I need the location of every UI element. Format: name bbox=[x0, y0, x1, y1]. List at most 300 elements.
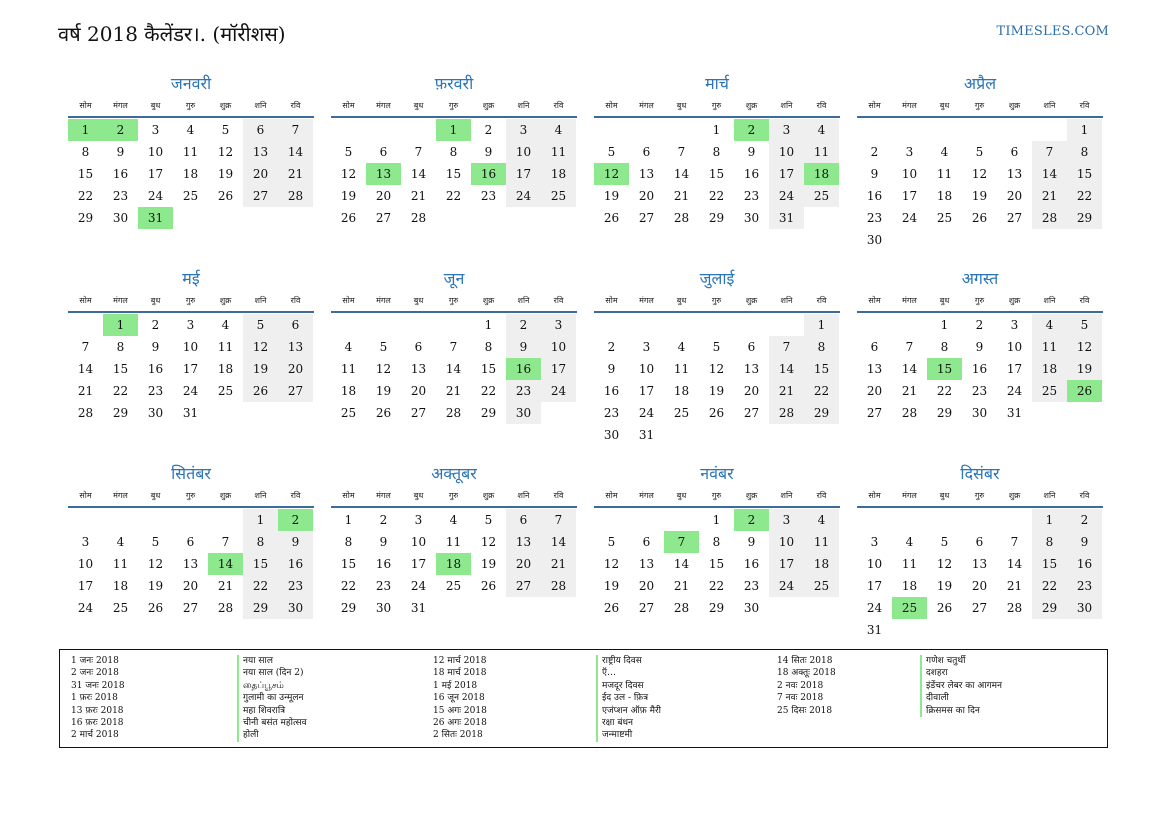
day-cell[interactable]: 9 bbox=[607, 362, 616, 376]
day-cell[interactable]: 10 bbox=[506, 141, 541, 163]
day-cell[interactable]: 27 bbox=[743, 406, 760, 420]
day-cell[interactable]: 6 bbox=[870, 340, 879, 354]
day-cell[interactable]: 9 bbox=[379, 535, 388, 549]
day-cell[interactable]: 16 bbox=[1067, 553, 1102, 575]
holiday-day-cell[interactable]: 2 bbox=[734, 509, 769, 531]
holiday-day-cell[interactable]: 7 bbox=[664, 531, 699, 553]
day-cell[interactable]: 18 bbox=[1032, 358, 1067, 380]
day-cell[interactable]: 23 bbox=[506, 380, 541, 402]
day-cell[interactable]: 23 bbox=[743, 189, 760, 203]
day-cell[interactable]: 20 bbox=[506, 553, 541, 575]
day-cell[interactable]: 7 bbox=[221, 535, 230, 549]
day-cell[interactable]: 22 bbox=[804, 380, 839, 402]
day-cell[interactable]: 29 bbox=[1032, 597, 1067, 619]
day-cell[interactable]: 1 bbox=[940, 318, 949, 332]
day-cell[interactable]: 20 bbox=[866, 384, 883, 398]
day-cell[interactable]: 22 bbox=[1032, 575, 1067, 597]
day-cell[interactable]: 14 bbox=[278, 141, 313, 163]
day-cell[interactable]: 12 bbox=[217, 145, 234, 159]
day-cell[interactable]: 1 bbox=[712, 123, 721, 137]
day-cell[interactable]: 16 bbox=[603, 384, 620, 398]
day-cell[interactable]: 13 bbox=[278, 336, 313, 358]
day-cell[interactable]: 4 bbox=[1032, 314, 1067, 336]
day-cell[interactable]: 20 bbox=[971, 579, 988, 593]
day-cell[interactable]: 17 bbox=[769, 553, 804, 575]
day-cell[interactable]: 26 bbox=[243, 380, 278, 402]
day-cell[interactable]: 1 bbox=[484, 318, 493, 332]
day-cell[interactable]: 17 bbox=[182, 362, 199, 376]
day-cell[interactable]: 3 bbox=[769, 119, 804, 141]
day-cell[interactable]: 11 bbox=[936, 167, 953, 181]
day-cell[interactable]: 4 bbox=[677, 340, 686, 354]
day-cell[interactable]: 4 bbox=[186, 123, 195, 137]
day-cell[interactable]: 30 bbox=[971, 406, 988, 420]
holiday-day-cell[interactable]: 26 bbox=[1067, 380, 1102, 402]
day-cell[interactable]: 8 bbox=[484, 340, 493, 354]
day-cell[interactable]: 15 bbox=[445, 167, 462, 181]
holiday-day-cell[interactable]: 18 bbox=[804, 163, 839, 185]
day-cell[interactable]: 16 bbox=[112, 167, 129, 181]
holiday-day-cell[interactable]: 18 bbox=[436, 553, 471, 575]
day-cell[interactable]: 23 bbox=[147, 384, 164, 398]
day-cell[interactable]: 31 bbox=[182, 406, 199, 420]
day-cell[interactable]: 20 bbox=[1006, 189, 1023, 203]
day-cell[interactable]: 7 bbox=[1032, 141, 1067, 163]
day-cell[interactable]: 24 bbox=[901, 211, 918, 225]
day-cell[interactable]: 22 bbox=[1067, 185, 1102, 207]
holiday-day-cell[interactable]: 1 bbox=[436, 119, 471, 141]
day-cell[interactable]: 4 bbox=[541, 119, 576, 141]
day-cell[interactable]: 11 bbox=[804, 531, 839, 553]
day-cell[interactable]: 26 bbox=[340, 211, 357, 225]
day-cell[interactable]: 4 bbox=[449, 513, 458, 527]
day-cell[interactable]: 3 bbox=[151, 123, 160, 137]
day-cell[interactable]: 21 bbox=[278, 163, 313, 185]
day-cell[interactable]: 10 bbox=[410, 535, 427, 549]
day-cell[interactable]: 11 bbox=[445, 535, 462, 549]
day-cell[interactable]: 19 bbox=[971, 189, 988, 203]
day-cell[interactable]: 21 bbox=[217, 579, 234, 593]
day-cell[interactable]: 3 bbox=[414, 513, 423, 527]
day-cell[interactable]: 2 bbox=[607, 340, 616, 354]
day-cell[interactable]: 5 bbox=[1067, 314, 1102, 336]
day-cell[interactable]: 14 bbox=[1032, 163, 1067, 185]
day-cell[interactable]: 18 bbox=[340, 384, 357, 398]
day-cell[interactable]: 20 bbox=[243, 163, 278, 185]
day-cell[interactable]: 22 bbox=[936, 384, 953, 398]
day-cell[interactable]: 14 bbox=[1006, 557, 1023, 571]
day-cell[interactable]: 26 bbox=[936, 601, 953, 615]
day-cell[interactable]: 13 bbox=[638, 167, 655, 181]
day-cell[interactable]: 27 bbox=[638, 601, 655, 615]
day-cell[interactable]: 20 bbox=[743, 384, 760, 398]
day-cell[interactable]: 8 bbox=[712, 145, 721, 159]
day-cell[interactable]: 30 bbox=[866, 233, 883, 247]
day-cell[interactable]: 22 bbox=[480, 384, 497, 398]
day-cell[interactable]: 21 bbox=[901, 384, 918, 398]
day-cell[interactable]: 6 bbox=[186, 535, 195, 549]
holiday-day-cell[interactable]: 2 bbox=[278, 509, 313, 531]
day-cell[interactable]: 25 bbox=[804, 575, 839, 597]
holiday-day-cell[interactable]: 13 bbox=[366, 163, 401, 185]
day-cell[interactable]: 16 bbox=[971, 362, 988, 376]
day-cell[interactable]: 9 bbox=[747, 145, 756, 159]
day-cell[interactable]: 6 bbox=[642, 145, 651, 159]
day-cell[interactable]: 7 bbox=[769, 336, 804, 358]
day-cell[interactable]: 14 bbox=[445, 362, 462, 376]
day-cell[interactable]: 3 bbox=[1010, 318, 1019, 332]
day-cell[interactable]: 27 bbox=[278, 380, 313, 402]
day-cell[interactable]: 26 bbox=[147, 601, 164, 615]
day-cell[interactable]: 5 bbox=[607, 145, 616, 159]
day-cell[interactable]: 1 bbox=[804, 314, 839, 336]
day-cell[interactable]: 1 bbox=[243, 509, 278, 531]
holiday-day-cell[interactable]: 2 bbox=[734, 119, 769, 141]
day-cell[interactable]: 24 bbox=[1006, 384, 1023, 398]
day-cell[interactable]: 17 bbox=[901, 189, 918, 203]
day-cell[interactable]: 25 bbox=[673, 406, 690, 420]
day-cell[interactable]: 30 bbox=[375, 601, 392, 615]
day-cell[interactable]: 14 bbox=[673, 167, 690, 181]
day-cell[interactable]: 16 bbox=[278, 553, 313, 575]
holiday-day-cell[interactable]: 2 bbox=[103, 119, 138, 141]
day-cell[interactable]: 13 bbox=[1006, 167, 1023, 181]
day-cell[interactable]: 31 bbox=[638, 428, 655, 442]
day-cell[interactable]: 7 bbox=[541, 509, 576, 531]
day-cell[interactable]: 27 bbox=[243, 185, 278, 207]
day-cell[interactable]: 25 bbox=[936, 211, 953, 225]
day-cell[interactable]: 6 bbox=[975, 535, 984, 549]
day-cell[interactable]: 19 bbox=[936, 579, 953, 593]
day-cell[interactable]: 29 bbox=[708, 601, 725, 615]
day-cell[interactable]: 11 bbox=[112, 557, 129, 571]
day-cell[interactable]: 25 bbox=[182, 189, 199, 203]
day-cell[interactable]: 14 bbox=[541, 531, 576, 553]
day-cell[interactable]: 20 bbox=[278, 358, 313, 380]
day-cell[interactable]: 13 bbox=[506, 531, 541, 553]
day-cell[interactable]: 18 bbox=[673, 384, 690, 398]
day-cell[interactable]: 25 bbox=[1032, 380, 1067, 402]
day-cell[interactable]: 28 bbox=[901, 406, 918, 420]
day-cell[interactable]: 28 bbox=[217, 601, 234, 615]
day-cell[interactable]: 23 bbox=[603, 406, 620, 420]
day-cell[interactable]: 23 bbox=[278, 575, 313, 597]
day-cell[interactable]: 30 bbox=[743, 601, 760, 615]
day-cell[interactable]: 5 bbox=[975, 145, 984, 159]
day-cell[interactable]: 7 bbox=[1010, 535, 1019, 549]
day-cell[interactable]: 29 bbox=[1067, 207, 1102, 229]
day-cell[interactable]: 22 bbox=[77, 189, 94, 203]
day-cell[interactable]: 20 bbox=[638, 579, 655, 593]
day-cell[interactable]: 8 bbox=[1067, 141, 1102, 163]
day-cell[interactable]: 22 bbox=[112, 384, 129, 398]
day-cell[interactable]: 3 bbox=[81, 535, 90, 549]
day-cell[interactable]: 8 bbox=[712, 535, 721, 549]
day-cell[interactable]: 5 bbox=[940, 535, 949, 549]
day-cell[interactable]: 21 bbox=[673, 579, 690, 593]
day-cell[interactable]: 12 bbox=[1067, 336, 1102, 358]
day-cell[interactable]: 4 bbox=[905, 535, 914, 549]
day-cell[interactable]: 30 bbox=[278, 597, 313, 619]
day-cell[interactable]: 21 bbox=[410, 189, 427, 203]
day-cell[interactable]: 8 bbox=[1032, 531, 1067, 553]
day-cell[interactable]: 28 bbox=[410, 211, 427, 225]
day-cell[interactable]: 29 bbox=[243, 597, 278, 619]
day-cell[interactable]: 28 bbox=[77, 406, 94, 420]
day-cell[interactable]: 15 bbox=[1032, 553, 1067, 575]
day-cell[interactable]: 23 bbox=[971, 384, 988, 398]
day-cell[interactable]: 10 bbox=[769, 141, 804, 163]
day-cell[interactable]: 12 bbox=[147, 557, 164, 571]
day-cell[interactable]: 19 bbox=[243, 358, 278, 380]
day-cell[interactable]: 23 bbox=[375, 579, 392, 593]
day-cell[interactable]: 30 bbox=[147, 406, 164, 420]
day-cell[interactable]: 21 bbox=[77, 384, 94, 398]
day-cell[interactable]: 21 bbox=[445, 384, 462, 398]
day-cell[interactable]: 4 bbox=[804, 119, 839, 141]
day-cell[interactable]: 13 bbox=[638, 557, 655, 571]
day-cell[interactable]: 3 bbox=[870, 535, 879, 549]
day-cell[interactable]: 16 bbox=[743, 167, 760, 181]
day-cell[interactable]: 27 bbox=[638, 211, 655, 225]
day-cell[interactable]: 13 bbox=[743, 362, 760, 376]
day-cell[interactable]: 11 bbox=[541, 141, 576, 163]
day-cell[interactable]: 5 bbox=[607, 535, 616, 549]
day-cell[interactable]: 21 bbox=[769, 380, 804, 402]
day-cell[interactable]: 19 bbox=[147, 579, 164, 593]
day-cell[interactable]: 17 bbox=[77, 579, 94, 593]
day-cell[interactable]: 4 bbox=[804, 509, 839, 531]
day-cell[interactable]: 26 bbox=[708, 406, 725, 420]
day-cell[interactable]: 14 bbox=[673, 557, 690, 571]
day-cell[interactable]: 14 bbox=[769, 358, 804, 380]
day-cell[interactable]: 3 bbox=[905, 145, 914, 159]
day-cell[interactable]: 9 bbox=[975, 340, 984, 354]
day-cell[interactable]: 29 bbox=[708, 211, 725, 225]
day-cell[interactable]: 14 bbox=[77, 362, 94, 376]
day-cell[interactable]: 8 bbox=[804, 336, 839, 358]
day-cell[interactable]: 11 bbox=[673, 362, 690, 376]
holiday-day-cell[interactable]: 1 bbox=[68, 119, 103, 141]
day-cell[interactable]: 29 bbox=[936, 406, 953, 420]
day-cell[interactable]: 28 bbox=[1032, 207, 1067, 229]
day-cell[interactable]: 2 bbox=[484, 123, 493, 137]
day-cell[interactable]: 13 bbox=[866, 362, 883, 376]
day-cell[interactable]: 5 bbox=[243, 314, 278, 336]
day-cell[interactable]: 1 bbox=[344, 513, 353, 527]
day-cell[interactable]: 23 bbox=[480, 189, 497, 203]
day-cell[interactable]: 24 bbox=[77, 601, 94, 615]
day-cell[interactable]: 19 bbox=[708, 384, 725, 398]
day-cell[interactable]: 23 bbox=[866, 211, 883, 225]
day-cell[interactable]: 18 bbox=[217, 362, 234, 376]
day-cell[interactable]: 27 bbox=[971, 601, 988, 615]
day-cell[interactable]: 11 bbox=[804, 141, 839, 163]
day-cell[interactable]: 8 bbox=[116, 340, 125, 354]
day-cell[interactable]: 16 bbox=[375, 557, 392, 571]
day-cell[interactable]: 2 bbox=[506, 314, 541, 336]
day-cell[interactable]: 24 bbox=[147, 189, 164, 203]
day-cell[interactable]: 9 bbox=[278, 531, 313, 553]
day-cell[interactable]: 25 bbox=[804, 185, 839, 207]
holiday-day-cell[interactable]: 16 bbox=[471, 163, 506, 185]
day-cell[interactable]: 24 bbox=[506, 185, 541, 207]
day-cell[interactable]: 2 bbox=[1067, 509, 1102, 531]
day-cell[interactable]: 9 bbox=[116, 145, 125, 159]
day-cell[interactable]: 22 bbox=[708, 189, 725, 203]
day-cell[interactable]: 8 bbox=[449, 145, 458, 159]
day-cell[interactable]: 12 bbox=[936, 557, 953, 571]
holiday-day-cell[interactable]: 14 bbox=[208, 553, 243, 575]
day-cell[interactable]: 9 bbox=[870, 167, 879, 181]
day-cell[interactable]: 9 bbox=[1067, 531, 1102, 553]
day-cell[interactable]: 3 bbox=[186, 318, 195, 332]
day-cell[interactable]: 24 bbox=[182, 384, 199, 398]
day-cell[interactable]: 6 bbox=[278, 314, 313, 336]
day-cell[interactable]: 17 bbox=[147, 167, 164, 181]
day-cell[interactable]: 27 bbox=[506, 575, 541, 597]
day-cell[interactable]: 17 bbox=[541, 358, 576, 380]
day-cell[interactable]: 27 bbox=[182, 601, 199, 615]
day-cell[interactable]: 6 bbox=[379, 145, 388, 159]
day-cell[interactable]: 26 bbox=[375, 406, 392, 420]
day-cell[interactable]: 1 bbox=[712, 513, 721, 527]
day-cell[interactable]: 30 bbox=[506, 402, 541, 424]
day-cell[interactable]: 20 bbox=[182, 579, 199, 593]
holiday-day-cell[interactable]: 16 bbox=[506, 358, 541, 380]
day-cell[interactable]: 10 bbox=[77, 557, 94, 571]
day-cell[interactable]: 31 bbox=[1006, 406, 1023, 420]
day-cell[interactable]: 6 bbox=[642, 535, 651, 549]
day-cell[interactable]: 12 bbox=[708, 362, 725, 376]
day-cell[interactable]: 4 bbox=[221, 318, 230, 332]
day-cell[interactable]: 13 bbox=[182, 557, 199, 571]
day-cell[interactable]: 29 bbox=[804, 402, 839, 424]
day-cell[interactable]: 28 bbox=[278, 185, 313, 207]
day-cell[interactable]: 13 bbox=[971, 557, 988, 571]
day-cell[interactable]: 15 bbox=[480, 362, 497, 376]
day-cell[interactable]: 1 bbox=[1032, 509, 1067, 531]
day-cell[interactable]: 20 bbox=[375, 189, 392, 203]
day-cell[interactable]: 10 bbox=[1006, 340, 1023, 354]
day-cell[interactable]: 26 bbox=[480, 579, 497, 593]
day-cell[interactable]: 3 bbox=[541, 314, 576, 336]
day-cell[interactable]: 31 bbox=[410, 601, 427, 615]
day-cell[interactable]: 30 bbox=[112, 211, 129, 225]
day-cell[interactable]: 15 bbox=[1067, 163, 1102, 185]
day-cell[interactable]: 30 bbox=[743, 211, 760, 225]
day-cell[interactable]: 27 bbox=[410, 406, 427, 420]
day-cell[interactable]: 17 bbox=[1006, 362, 1023, 376]
day-cell[interactable]: 7 bbox=[449, 340, 458, 354]
holiday-day-cell[interactable]: 1 bbox=[103, 314, 138, 336]
holiday-day-cell[interactable]: 15 bbox=[927, 358, 962, 380]
day-cell[interactable]: 6 bbox=[243, 119, 278, 141]
day-cell[interactable]: 24 bbox=[638, 406, 655, 420]
day-cell[interactable]: 26 bbox=[603, 211, 620, 225]
day-cell[interactable]: 11 bbox=[1032, 336, 1067, 358]
holiday-day-cell[interactable]: 31 bbox=[138, 207, 173, 229]
day-cell[interactable]: 24 bbox=[769, 575, 804, 597]
day-cell[interactable]: 10 bbox=[541, 336, 576, 358]
day-cell[interactable]: 22 bbox=[340, 579, 357, 593]
day-cell[interactable]: 30 bbox=[603, 428, 620, 442]
day-cell[interactable]: 23 bbox=[743, 579, 760, 593]
day-cell[interactable]: 25 bbox=[445, 579, 462, 593]
day-cell[interactable]: 21 bbox=[673, 189, 690, 203]
day-cell[interactable]: 15 bbox=[77, 167, 94, 181]
day-cell[interactable]: 27 bbox=[1006, 211, 1023, 225]
day-cell[interactable]: 12 bbox=[480, 535, 497, 549]
day-cell[interactable]: 5 bbox=[484, 513, 493, 527]
day-cell[interactable]: 12 bbox=[375, 362, 392, 376]
day-cell[interactable]: 18 bbox=[182, 167, 199, 181]
day-cell[interactable]: 15 bbox=[243, 553, 278, 575]
day-cell[interactable]: 7 bbox=[81, 340, 90, 354]
day-cell[interactable]: 14 bbox=[410, 167, 427, 181]
day-cell[interactable]: 28 bbox=[673, 601, 690, 615]
day-cell[interactable]: 2 bbox=[870, 145, 879, 159]
day-cell[interactable]: 29 bbox=[340, 601, 357, 615]
day-cell[interactable]: 15 bbox=[708, 167, 725, 181]
day-cell[interactable]: 19 bbox=[217, 167, 234, 181]
day-cell[interactable]: 29 bbox=[77, 211, 94, 225]
day-cell[interactable]: 6 bbox=[747, 340, 756, 354]
day-cell[interactable]: 31 bbox=[769, 207, 804, 229]
day-cell[interactable]: 18 bbox=[804, 553, 839, 575]
day-cell[interactable]: 1 bbox=[1067, 119, 1102, 141]
day-cell[interactable]: 9 bbox=[506, 336, 541, 358]
day-cell[interactable]: 16 bbox=[743, 557, 760, 571]
day-cell[interactable]: 6 bbox=[506, 509, 541, 531]
day-cell[interactable]: 23 bbox=[112, 189, 129, 203]
day-cell[interactable]: 15 bbox=[708, 557, 725, 571]
day-cell[interactable]: 19 bbox=[480, 557, 497, 571]
day-cell[interactable]: 4 bbox=[940, 145, 949, 159]
day-cell[interactable]: 6 bbox=[414, 340, 423, 354]
day-cell[interactable]: 7 bbox=[278, 119, 313, 141]
day-cell[interactable]: 18 bbox=[936, 189, 953, 203]
day-cell[interactable]: 21 bbox=[1032, 185, 1067, 207]
day-cell[interactable]: 19 bbox=[603, 189, 620, 203]
day-cell[interactable]: 31 bbox=[866, 623, 883, 637]
day-cell[interactable]: 2 bbox=[151, 318, 160, 332]
day-cell[interactable]: 28 bbox=[1006, 601, 1023, 615]
day-cell[interactable]: 5 bbox=[712, 340, 721, 354]
day-cell[interactable]: 23 bbox=[1067, 575, 1102, 597]
day-cell[interactable]: 13 bbox=[243, 141, 278, 163]
day-cell[interactable]: 12 bbox=[971, 167, 988, 181]
day-cell[interactable]: 25 bbox=[112, 601, 129, 615]
day-cell[interactable]: 18 bbox=[901, 579, 918, 593]
day-cell[interactable]: 25 bbox=[340, 406, 357, 420]
day-cell[interactable]: 26 bbox=[603, 601, 620, 615]
day-cell[interactable]: 5 bbox=[379, 340, 388, 354]
day-cell[interactable]: 19 bbox=[340, 189, 357, 203]
day-cell[interactable]: 24 bbox=[541, 380, 576, 402]
day-cell[interactable]: 22 bbox=[708, 579, 725, 593]
day-cell[interactable]: 24 bbox=[410, 579, 427, 593]
day-cell[interactable]: 25 bbox=[217, 384, 234, 398]
day-cell[interactable]: 17 bbox=[866, 579, 883, 593]
day-cell[interactable]: 28 bbox=[445, 406, 462, 420]
day-cell[interactable]: 12 bbox=[603, 557, 620, 571]
day-cell[interactable]: 9 bbox=[484, 145, 493, 159]
holiday-day-cell[interactable]: 12 bbox=[594, 163, 629, 185]
day-cell[interactable]: 26 bbox=[217, 189, 234, 203]
day-cell[interactable]: 2 bbox=[975, 318, 984, 332]
day-cell[interactable]: 2 bbox=[379, 513, 388, 527]
